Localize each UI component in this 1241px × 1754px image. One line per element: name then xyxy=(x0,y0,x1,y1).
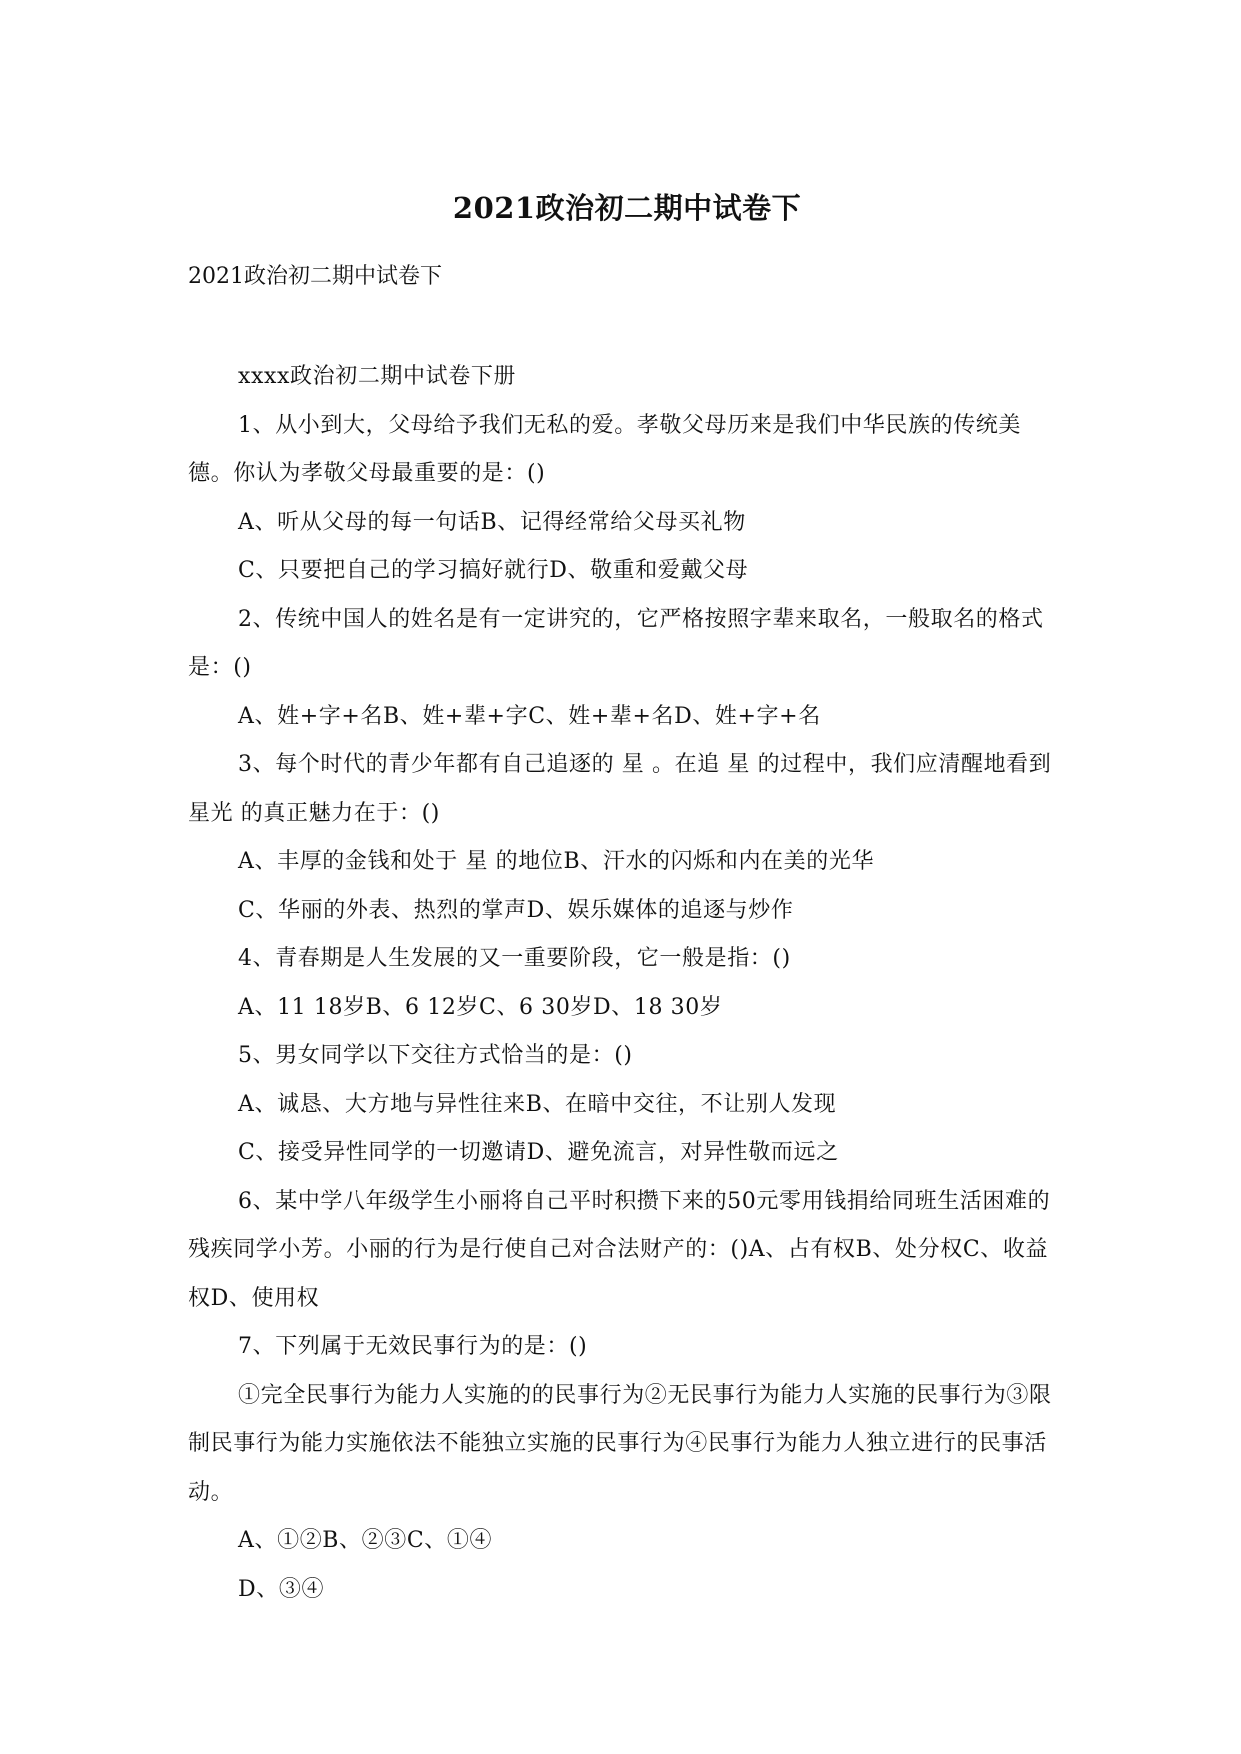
question-5: 5、男女同学以下交往方式恰当的是：() xyxy=(238,1043,633,1068)
question-4: 4、青春期是人生发展的又一重要阶段，它一般是指：() xyxy=(238,946,791,971)
question-1: 1、从小到大，父母给予我们无私的爱。孝敬父母历来是我们中华民族的传统美德。你认为孝敬父母最重要的是：() xyxy=(188,412,1021,486)
question-7: 7、下列属于无效民事行为的是：() xyxy=(238,1334,588,1359)
question-7-statements: ①完全民事行为能力人实施的的民事行为②无民事行为能力人实施的民事行为③限制民事行为能力实施依法不能独立实施的民事行为④民事行为能力人独立进行的民事活动。 xyxy=(188,1382,1052,1505)
document-subtitle: 2021政治初二期中试卷下 xyxy=(188,264,442,289)
question-2: 2、传统中国人的姓名是有一定讲究的，它严格按照字辈来取名，一般取名的格式是：() xyxy=(188,606,1044,680)
question-3-options-cd: C、华丽的外表、热烈的掌声D、娱乐媒体的追逐与炒作 xyxy=(238,897,794,923)
section-heading: xxxx政治初二期中试卷下册 xyxy=(238,364,517,389)
question-1-options-cd: C、只要把自己的学习搞好就行D、敬重和爱戴父母 xyxy=(238,558,749,583)
question-6: 6、某中学八年级学生小丽将自己平时积攒下来的50元零用钱捐给同班生活困难的残疾同学小芳。小丽的行为是行使自己对合法财产的：()A、占有权B、处分权C、收益权D、使用权 xyxy=(188,1188,1051,1311)
question-7-options-abc: A、①②B、②③C、①④ xyxy=(238,1528,493,1553)
question-5-options-ab: A、诚恳、大方地与异性往来B、在暗中交往，不让别人发现 xyxy=(238,1091,837,1117)
question-5-options-cd: C、接受异性同学的一切邀请D、避免流言，对异性敬而远之 xyxy=(238,1140,839,1165)
question-7-option-d: D、③④ xyxy=(238,1576,325,1602)
document-title: 2021政治初二期中试卷下 xyxy=(452,191,802,225)
document-body xyxy=(188,353,1066,1614)
question-2-options: A、姓+字+名B、姓+辈+字C、姓+辈+名D、姓+字+名 xyxy=(238,703,821,729)
question-3-options-ab: A、丰厚的金钱和处于 星 的地位B、汗水的闪烁和内在美的光华 xyxy=(238,849,875,874)
question-4-options: A、11 18岁B、6 12岁C、6 30岁D、18 30岁 xyxy=(238,994,723,1020)
question-3: 3、每个时代的青少年都有自己追逐的 星 。在追 星 的过程中，我们应清醒地看到 星光 的真正魅力在于：() xyxy=(188,752,1052,826)
question-1-options-ab: A、听从父母的每一句话B、记得经常给父母买礼物 xyxy=(238,509,746,535)
